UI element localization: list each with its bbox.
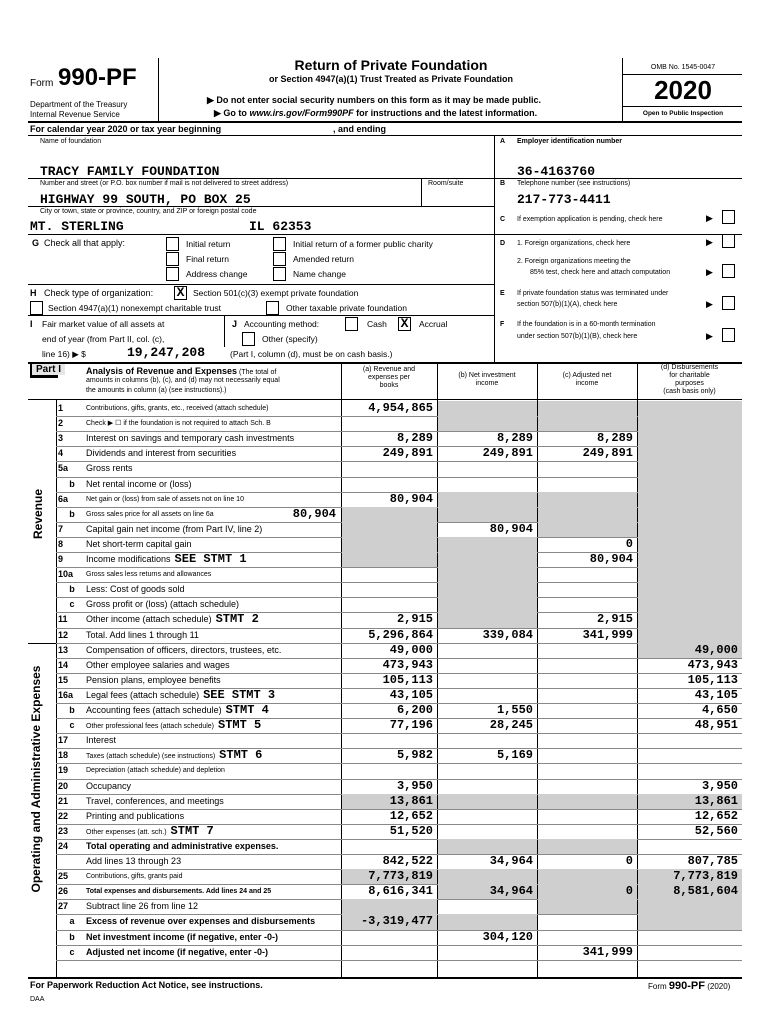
amount-col-c: 341,999: [582, 945, 633, 959]
daa: DAA: [30, 996, 45, 1003]
line-b: [0, 582, 770, 597]
line-description: Other expenses (att. sch.) STMT 7: [86, 824, 214, 838]
amount-col-a: -3,319,477: [360, 914, 433, 928]
line-description: Net gain or (loss) from sale of assets not on line 10: [86, 496, 244, 503]
line-6a: [0, 492, 770, 507]
line-9: [0, 552, 770, 567]
e-text: section 507(b)(1)(A), check here: [517, 301, 618, 308]
line-number: c: [69, 947, 75, 957]
line-description: Add lines 13 through 23: [86, 856, 182, 866]
line-number: 3: [58, 433, 64, 443]
amount-col-d: 4,650: [701, 703, 738, 717]
amount-col-c: 0: [625, 884, 633, 898]
line-number: 1: [58, 403, 64, 413]
line-number: 20: [58, 781, 69, 791]
line-21: [0, 794, 770, 809]
line-13: [0, 643, 770, 658]
line-description: Gross sales less returns and allowances: [86, 571, 212, 578]
line-description: Net rental income or (loss): [86, 479, 192, 489]
form-prefix: Form: [30, 78, 54, 89]
amount-col-d: 7,773,819: [673, 869, 738, 883]
form-subtitle: or Section 4947(a)(1) Trust Treated as Private Foundation: [268, 74, 514, 84]
other-method-checkbox[interactable]: [242, 332, 255, 346]
state-zip-value: IL 62353: [249, 219, 312, 234]
line-17: [0, 733, 770, 748]
column-header-d: for charitable: [669, 372, 710, 379]
line-number: 2: [58, 418, 64, 428]
line-number: 5a: [58, 463, 69, 473]
line-number: 23: [58, 826, 69, 836]
name-change-checkbox[interactable]: [273, 267, 286, 281]
f-text: under section 507(b)(1)(B), check here: [517, 333, 638, 340]
line-20: [0, 779, 770, 794]
amount-col-d: 473,943: [687, 658, 738, 672]
amount-col-b: 304,120: [482, 930, 533, 944]
gross-sales-value: 80,904: [292, 507, 336, 521]
line-description: Gross rents: [86, 463, 133, 473]
amount-col-d: 49,000: [694, 643, 738, 657]
line-number: b: [69, 479, 75, 489]
form-title: Return of Private Foundation: [294, 57, 488, 73]
c-checkbox[interactable]: [722, 210, 735, 224]
dept-line2: Internal Revenue Service: [30, 110, 120, 119]
amount-col-d: 13,861: [694, 794, 738, 808]
line-number: 8: [58, 539, 64, 549]
amount-col-b: 5,169: [496, 748, 533, 762]
amount-col-b: 8,289: [496, 431, 533, 445]
and-ending: , and ending: [333, 124, 386, 134]
city-value: MT. STERLING: [30, 219, 124, 234]
line-a: [0, 914, 770, 929]
d2-text: 85% test, check here and attach computation: [530, 269, 671, 276]
line-description: Capital gain net income (from Part IV, line 2): [86, 524, 263, 534]
line-4: [0, 446, 770, 461]
line-description: Compensation of officers, directors, trustees, etc.: [86, 645, 282, 655]
e-checkbox[interactable]: [722, 296, 735, 310]
amount-col-a: 7,773,819: [368, 869, 433, 883]
street-label: Number and street (or P.O. box number if mail is not delivered to street address): [40, 180, 289, 187]
line-description: Printing and publications: [86, 811, 185, 821]
statement-ref[interactable]: STMT 6: [219, 748, 263, 762]
line-description: Occupancy: [86, 781, 132, 791]
line-10a: [0, 567, 770, 582]
line-description: Total operating and administrative expenses.: [86, 841, 279, 851]
amount-col-a: 5,982: [396, 748, 433, 762]
open-inspection: Open to Public Inspection: [642, 110, 724, 117]
f-checkbox[interactable]: [722, 328, 735, 342]
line-number: 6a: [58, 494, 69, 504]
ein-label: Employer identification number: [517, 138, 623, 145]
line-number: 21: [58, 796, 69, 806]
amount-col-a: 5,296,864: [368, 628, 433, 642]
line-description: Net short-term capital gain: [86, 539, 192, 549]
line-number: a: [69, 916, 75, 926]
amount-col-b: 1,550: [496, 703, 533, 717]
column-header-b: (b) Net investment: [458, 372, 516, 379]
part-label: Part I: [32, 364, 65, 375]
room-label: Room/suite: [428, 180, 464, 187]
line-number: 27: [58, 901, 69, 911]
omb-number: OMB No. 1545-0047: [650, 64, 716, 71]
line-description: Total expenses and disbursements. Add lines 24 and 25: [86, 888, 272, 895]
d1-checkbox[interactable]: [722, 234, 735, 248]
line-c: [0, 718, 770, 733]
amount-col-a: 43,105: [389, 688, 433, 702]
amount-col-a: 842,522: [382, 854, 433, 868]
line-2: [0, 416, 770, 431]
column-header-d: purposes: [675, 380, 704, 387]
amount-col-a: 49,000: [389, 643, 433, 657]
amount-col-d: 807,785: [687, 854, 738, 868]
line-24-total: [0, 854, 770, 869]
amount-col-a: 51,520: [389, 824, 433, 838]
line-description: Check ▶ ☐ if the foundation is not required to attach Sch. B: [86, 420, 271, 427]
line-description: Excess of revenue over expenses and disbursements: [86, 916, 316, 926]
line-description: Less: Cost of goods sold: [86, 584, 185, 594]
line-number: 26: [58, 886, 69, 896]
amount-col-a: 4,954,865: [368, 401, 433, 415]
line-number: 13: [58, 645, 69, 655]
column-header-a: expenses per: [367, 374, 411, 381]
amount-col-a: 80,904: [389, 492, 433, 506]
column-header-a: (a) Revenue and: [362, 366, 416, 373]
line-number: 10a: [58, 569, 74, 579]
line-description: Pension plans, employee benefits: [86, 675, 221, 685]
foundation-name: TRACY FAMILY FOUNDATION: [40, 164, 220, 179]
c-text: If exemption application is pending, check here: [517, 216, 663, 223]
line-b: [0, 703, 770, 718]
line-16a: [0, 688, 770, 703]
street-value: HIGHWAY 99 SOUTH, PO BOX 25: [40, 192, 251, 207]
statement-ref[interactable]: SEE STMT 3: [203, 688, 276, 702]
line-number: 18: [58, 750, 69, 760]
line-number: 22: [58, 811, 69, 821]
footer-form: Form 990-PF (2020): [648, 980, 731, 992]
j-text: Accounting method:: [244, 319, 320, 329]
line-number: c: [69, 720, 75, 730]
amount-col-a: 8,616,341: [368, 884, 433, 898]
line-22: [0, 809, 770, 824]
line-description: Subtract line 26 from line 12: [86, 901, 199, 911]
h-501c3-checkbox[interactable]: X: [174, 286, 187, 300]
amount-col-d: 43,105: [694, 688, 738, 702]
amount-col-a: 6,200: [396, 703, 433, 717]
statement-ref[interactable]: STMT 4: [225, 703, 269, 717]
line-25: [0, 869, 770, 884]
line-number: 19: [58, 765, 69, 775]
calendar-year: For calendar year 2020 or tax year beginning: [30, 124, 222, 134]
form-number: 990-PF: [58, 64, 137, 91]
line-number: 4: [58, 448, 64, 458]
line-number: 12: [58, 630, 69, 640]
amount-col-a: 13,861: [389, 794, 433, 808]
h-text: Check type of organization:: [44, 288, 154, 298]
amount-col-a: 105,113: [382, 673, 433, 687]
amount-col-c: 341,999: [582, 628, 633, 642]
line-number: 14: [58, 660, 69, 670]
line-c: [0, 945, 770, 960]
column-header-c: (c) Adjusted net: [562, 372, 612, 379]
line-b: [0, 930, 770, 945]
line-5a: [0, 461, 770, 476]
line-number: 9: [58, 554, 64, 564]
amended-return-checkbox[interactable]: [273, 252, 286, 266]
line-24: [0, 839, 770, 854]
statement-ref[interactable]: SEE STMT 1: [174, 552, 247, 566]
line-1: [0, 401, 770, 416]
line-number: b: [69, 509, 75, 519]
statement-ref[interactable]: STMT 7: [170, 824, 214, 838]
g-text: Check all that apply:: [44, 238, 126, 248]
line-b: [0, 477, 770, 492]
line-description: Gross profit or (loss) (attach schedule): [86, 599, 240, 609]
statement-ref[interactable]: STMT 2: [215, 612, 259, 626]
statement-ref[interactable]: STMT 5: [218, 718, 262, 732]
line-number: 7: [58, 524, 64, 534]
line-description: Travel, conferences, and meetings: [86, 796, 224, 806]
amount-col-a: 77,196: [389, 718, 433, 732]
initial-return-checkbox[interactable]: [166, 237, 179, 251]
line-description: Adjusted net income (if negative, enter -0-): [86, 947, 269, 957]
ssn-notice: ▶ Do not enter social security numbers on this form as it may be made public.: [207, 95, 541, 105]
line-description: Legal fees (attach schedule) SEE STMT 3: [86, 688, 276, 702]
revenue-side-label: Revenue: [31, 488, 45, 540]
line-b: [0, 507, 770, 522]
amount-col-c: 0: [625, 537, 633, 551]
line-description: Accounting fees (attach schedule) STMT 4: [86, 703, 269, 717]
ein-value: 36-4163760: [517, 164, 596, 179]
amount-col-a: 473,943: [382, 658, 433, 672]
line-description: Contributions, gifts, grants paid: [86, 873, 183, 880]
line-number: b: [69, 584, 75, 594]
amount-col-b: 34,964: [489, 854, 533, 868]
line-26: [0, 884, 770, 899]
line-11: [0, 612, 770, 627]
line-8: [0, 537, 770, 552]
h-other-taxable-checkbox[interactable]: [266, 301, 279, 315]
line-number: 24: [58, 841, 69, 851]
amount-col-b: 249,891: [482, 446, 533, 460]
footer-notice: For Paperwork Reduction Act Notice, see instructions.: [30, 980, 263, 990]
column-header-d: (cash basis only): [663, 388, 716, 395]
line-description: Other employee salaries and wages: [86, 660, 230, 670]
column-header-a: books: [379, 382, 399, 389]
instructions-notice: ▶ Go to www.irs.gov/Form990PF for instructions and the latest information.: [214, 108, 538, 118]
expenses-side-label: Operating and Administrative Expenses: [29, 665, 43, 893]
column-header-d: (d) Disbursements: [660, 364, 719, 371]
address-change-checkbox[interactable]: [166, 267, 179, 281]
line-description: Interest: [86, 735, 117, 745]
d1-text: 1. Foreign organizations, check here: [517, 240, 631, 247]
line-number: 17: [58, 735, 69, 745]
amount-col-b: 80,904: [489, 522, 533, 536]
amount-col-d: 105,113: [687, 673, 738, 687]
line-description: Net investment income (if negative, enter -0-): [86, 932, 279, 942]
fmv-value: 19,247,208: [127, 345, 206, 360]
amount-col-c: 80,904: [589, 552, 633, 566]
line-number: 11: [58, 614, 68, 624]
name-label: Name of foundation: [40, 138, 102, 145]
irs-link[interactable]: www.irs.gov/Form990PF: [249, 108, 354, 118]
amount-col-b: 34,964: [489, 884, 533, 898]
amount-col-a: 2,915: [396, 612, 433, 626]
line-description: Dividends and interest from securities: [86, 448, 237, 458]
cash-checkbox[interactable]: [345, 317, 358, 331]
part-title: Analysis of Revenue and Expenses (The total of: [86, 366, 277, 376]
phone-value: 217-773-4411: [517, 192, 611, 207]
line-7: [0, 522, 770, 537]
line-23: [0, 824, 770, 839]
line-12: [0, 628, 770, 643]
line-description: Gross sales price for all assets on line 6a: [86, 511, 214, 518]
amount-col-c: 0: [625, 854, 633, 868]
tax-year: 2020: [654, 75, 712, 105]
amount-col-d: 52,560: [694, 824, 738, 838]
amount-col-b: 339,084: [482, 628, 533, 642]
line-19: [0, 763, 770, 778]
line-18: [0, 748, 770, 763]
amount-col-b: 28,245: [489, 718, 533, 732]
line-number: 15: [58, 675, 69, 685]
line-number: b: [69, 932, 75, 942]
h-4947-checkbox[interactable]: [30, 301, 43, 315]
line-number: c: [69, 599, 75, 609]
line-description: Income modifications SEE STMT 1: [86, 552, 247, 566]
accrual-checkbox[interactable]: X: [398, 317, 411, 331]
amount-col-a: 12,652: [389, 809, 433, 823]
line-15: [0, 673, 770, 688]
column-header-b: income: [475, 380, 499, 387]
line-number: b: [69, 705, 75, 715]
column-header-c: income: [575, 380, 599, 387]
line-3: [0, 431, 770, 446]
line-description: Total. Add lines 1 through 11: [86, 630, 199, 640]
line-27: [0, 899, 770, 914]
amount-col-a: 8,289: [396, 431, 433, 445]
former-charity-checkbox[interactable]: [273, 237, 286, 251]
line-c: [0, 597, 770, 612]
dept-line1: Department of the Treasury: [30, 100, 128, 109]
line-description: Other income (attach schedule) STMT 2: [86, 612, 259, 626]
amount-col-d: 8,581,604: [673, 884, 738, 898]
cash-basis-note: (Part I, column (d), must be on cash basis.): [230, 349, 393, 359]
line-description: Contributions, gifts, grants, etc., received (attach schedule): [86, 405, 269, 412]
amount-col-d: 48,951: [694, 718, 738, 732]
amount-col-c: 2,915: [596, 612, 633, 626]
phone-label: Telephone number (see instructions): [517, 180, 631, 187]
amount-col-d: 12,652: [694, 809, 738, 823]
amount-col-a: 249,891: [382, 446, 433, 460]
line-14: [0, 658, 770, 673]
d2-checkbox[interactable]: [722, 264, 735, 278]
city-label: City or town, state or province, country, and ZIP or foreign postal code: [40, 208, 257, 215]
final-return-checkbox[interactable]: [166, 252, 179, 266]
line-number: 16a: [58, 690, 74, 700]
line-number: 25: [58, 871, 69, 881]
amount-col-d: 3,950: [701, 779, 738, 793]
amount-col-c: 8,289: [596, 431, 633, 445]
amount-col-c: 249,891: [582, 446, 633, 460]
amount-col-a: 3,950: [396, 779, 433, 793]
line-description: Taxes (attach schedule) (see instructions) STMT 6: [86, 748, 263, 762]
line-description: Interest on savings and temporary cash investments: [86, 433, 295, 443]
line-description: Other professional fees (attach schedule) STMT 5: [86, 718, 262, 732]
line-description: Depreciation (attach schedule) and depletion: [86, 767, 225, 774]
